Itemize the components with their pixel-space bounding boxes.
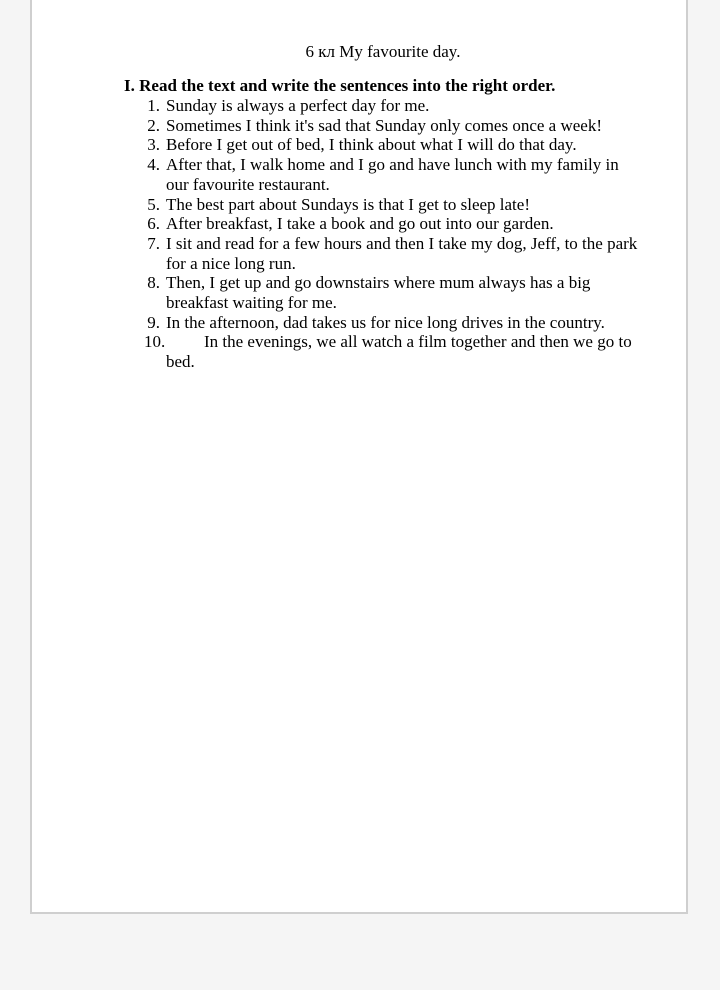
list-item-number: 3.	[147, 135, 160, 155]
list-item-number: 8.	[147, 273, 160, 293]
list-item	[124, 155, 644, 194]
list-item-text: After that, I walk home and I go and have lunch with my family in our favourite restaurant.	[166, 155, 619, 194]
list-item-text: In the afternoon, dad takes us for nice long drives in the country.	[166, 312, 605, 332]
document-title: 6 кл My favourite day.	[305, 42, 461, 61]
list-item	[124, 332, 644, 371]
list-item	[124, 214, 644, 234]
list-item	[124, 273, 644, 312]
list-item	[124, 234, 644, 273]
list-item-number: 6.	[147, 214, 160, 234]
list-item-text: Then, I get up and go downstairs where mum always has a big breakfast waiting for me.	[166, 273, 591, 313]
list-item-number: 4.	[147, 155, 160, 175]
list-item-text: In the evenings, we all watch a film together and then we go to bed.	[166, 332, 632, 372]
list-item-number: 7.	[147, 233, 160, 253]
list-item-text: Before I get out of bed, I think about what I will do that day.	[166, 135, 577, 155]
list-item	[124, 195, 644, 215]
sentence-list	[124, 96, 644, 372]
list-item-number: 1.	[147, 96, 160, 115]
document-page	[30, 0, 688, 914]
list-item-text: I sit and read for a few hours and then I take my dog, Jeff, to the park for a nice long run.	[166, 233, 638, 273]
list-item	[124, 313, 644, 333]
list-item-number: 2.	[147, 115, 160, 135]
list-item-number: 9.	[147, 312, 160, 332]
list-item	[124, 135, 644, 155]
list-item-text: The best part about Sundays is that I get to sleep late!	[166, 194, 530, 214]
list-item-text: After breakfast, I take a book and go out into our garden.	[166, 214, 554, 234]
list-item	[124, 96, 644, 116]
list-item-text: Sunday is always a perfect day for me.	[166, 96, 430, 115]
list-item-text: Sometimes I think it's sad that Sunday only comes once a week!	[166, 115, 603, 135]
list-item-number: 5.	[147, 194, 160, 214]
list-item	[124, 116, 644, 136]
list-item-number: 10.	[144, 332, 166, 352]
task-heading: I. Read the text and write the sentences into the right order.	[124, 76, 556, 95]
